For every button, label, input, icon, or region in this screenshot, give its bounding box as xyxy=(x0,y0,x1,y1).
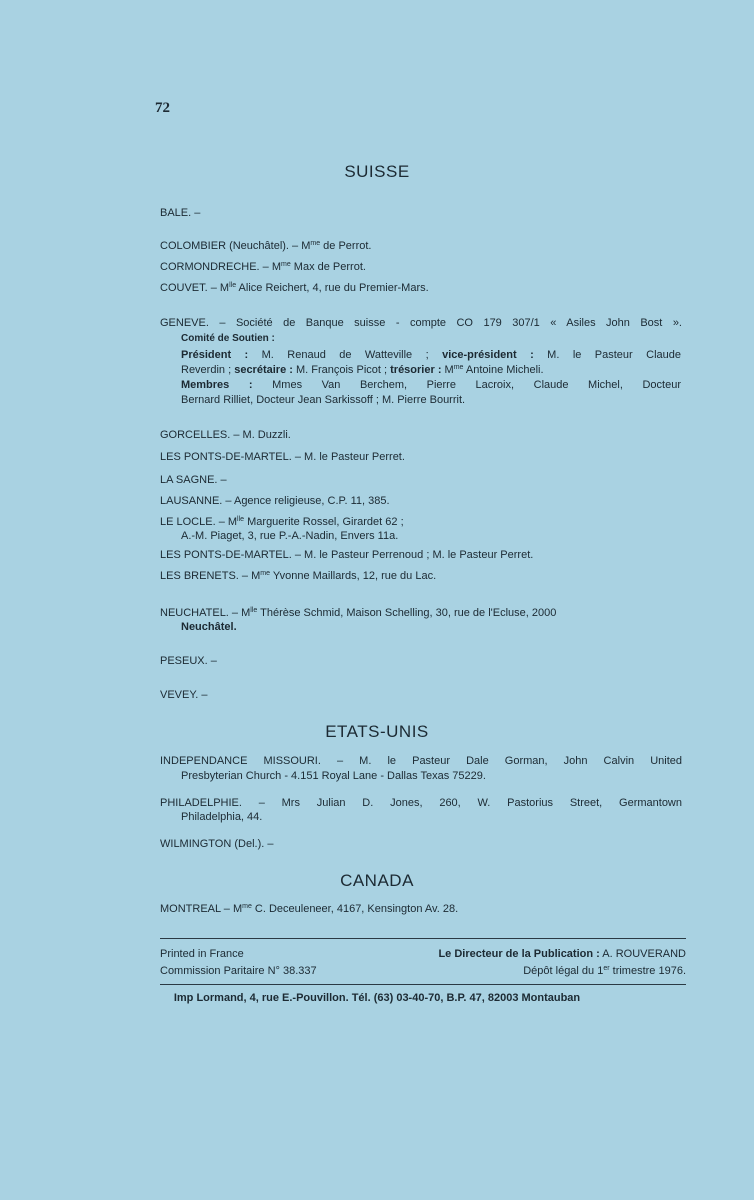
directeur-publication: Le Directeur de la Publication : A. ROUVERAND xyxy=(438,948,686,960)
entry-la-sagne: LA SAGNE. – xyxy=(160,474,227,486)
entry-ponts-de-martel-1: LES PONTS-DE-MARTEL. – M. le Pasteur Perret. xyxy=(160,451,405,463)
entry-vevey: VEVEY. – xyxy=(160,689,208,701)
entry-couvet: COUVET. – $M^{lle}$ Alice Reichert, 4, rue du Premier-Mars. xyxy=(160,282,429,294)
depot-legal: Dépôt légal du 1er trimestre 1976. xyxy=(523,965,686,977)
entry-neuchatel-line2: Neuchâtel. xyxy=(181,621,237,633)
section-heading-etats-unis: ETATS-UNIS xyxy=(325,722,429,741)
entry-philadelphie: PHILADELPHIE. – Mrs Julian D. Jones, 260, W. Pastorius Street, Germantown xyxy=(160,797,682,809)
entry-gorcelles: GORCELLES. – M. Duzzli. xyxy=(160,429,291,441)
footer-line-2 xyxy=(160,963,686,979)
imprimerie-line: Imp Lormand, 4, rue E.-Pouvillon. Tél. (63) 03-40-70, B.P. 47, 82003 Montauban xyxy=(173,992,581,1004)
commission-paritaire: Commission Paritaire N° 38.337 xyxy=(160,965,317,977)
entry-ponts-de-martel-2: LES PONTS-DE-MARTEL. – M. le Pasteur Perrenoud ; M. le Pasteur Perret. xyxy=(160,549,534,561)
entry-le-locle: LE LOCLE. – $M^{lle}$ Marguerite Rossel, Girardet 62 ; xyxy=(160,516,404,528)
entry-wilmington: WILMINGTON (Del.). – xyxy=(160,838,274,850)
entry-les-brenets: LES BRENETS. – $M^{me}$ Yvonne Maillards, 12, rue du Lac. xyxy=(160,570,437,582)
entry-philadelphie-line2: Philadelphia, 44. xyxy=(181,811,263,823)
entry-colombier: COLOMBIER (Neuchâtel). – $M^{me}$ de Perrot. xyxy=(160,240,372,252)
entry-independance: INDEPENDANCE MISSOURI. – M. le Pasteur Dale Gorman, John Calvin United xyxy=(160,755,682,767)
entry-independance-line2: Presbyterian Church - 4.151 Royal Lane - Dallas Texas 75229. xyxy=(181,770,486,782)
entry-cormondreche: CORMONDRECHE. – $M^{me}$ Max de Perrot. xyxy=(160,261,366,273)
page-number: 72 xyxy=(155,100,170,116)
entry-neuchatel: NEUCHATEL. – $M^{lle}$ Thérèse Schmid, Maison Schelling, 30, rue de l'Ecluse, 2000 xyxy=(160,607,557,619)
entry-geneve: GENEVE. – Société de Banque suisse - compte CO 179 307/1 « Asiles John Bost ». xyxy=(160,317,682,329)
section-heading-canada: CANADA xyxy=(340,871,414,890)
geneve-membres-line: Membres : Mmes Van Berchem, Pierre Lacroix, Claude Michel, Docteur xyxy=(181,379,681,391)
entry-peseux: PESEUX. – xyxy=(160,655,217,667)
entry-bale: BALE. – xyxy=(160,207,201,219)
section-heading-suisse: SUISSE xyxy=(344,162,410,181)
footer-line-1 xyxy=(160,946,686,962)
geneve-secretaire-line: Reverdin ; secrétaire : M. François Picot ; trésorier : $M^{me}$ Antoine Micheli. xyxy=(181,364,544,376)
entry-lausanne: LAUSANNE. – Agence religieuse, C.P. 11, 385. xyxy=(160,495,390,507)
entry-le-locle-line2: A.-M. Piaget, 3, rue P.-A.-Nadin, Envers 11a. xyxy=(181,530,399,542)
geneve-membres-line2: Bernard Rilliet, Docteur Jean Sarkissoff ; M. Pierre Bourrit. xyxy=(181,394,466,406)
printed-in-france: Printed in France xyxy=(160,948,244,960)
footer-rule-bottom xyxy=(160,984,686,985)
geneve-comite: Comité de Soutien : xyxy=(181,333,275,344)
geneve-president-line: Président : M. Renaud de Watteville ; vice-président : M. le Pasteur Claude xyxy=(181,349,681,361)
entry-montreal: MONTREAL – $M^{me}$ C. Deceuleneer, 4167, Kensington Av. 28. xyxy=(160,903,459,915)
footer-rule-top xyxy=(160,938,686,939)
